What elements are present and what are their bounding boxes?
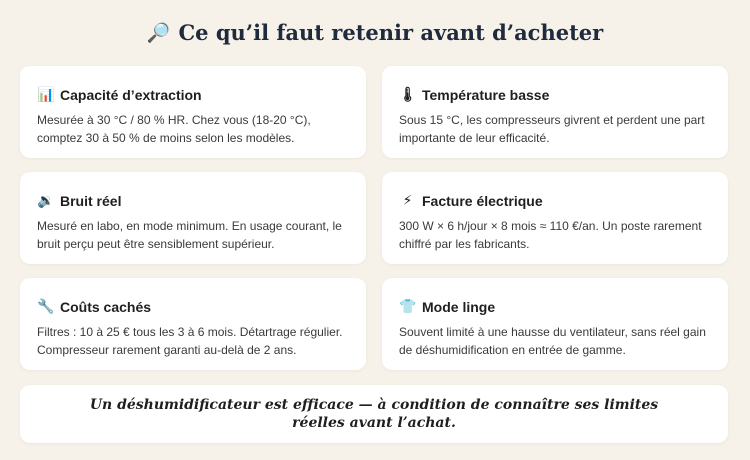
card-title: Bruit réel <box>60 192 122 209</box>
page-title-text: Ce qu’il faut retenir avant d’acheter <box>178 20 604 45</box>
card-title: Coûts cachés <box>60 298 152 315</box>
card-header <box>37 298 350 315</box>
magnifier-icon: 🔎 <box>146 22 171 44</box>
card-laundry-mode <box>382 278 728 370</box>
card-low-temperature <box>382 66 728 158</box>
card-text: Mesurée à 30 °C / 80 % HR. Chez vous (18-20 °C), comptez 30 à 50 % de moins selon les modèles. <box>37 113 311 145</box>
card-header <box>399 86 712 103</box>
card-text: Filtres : 10 à 25 € tous les 3 à 6 mois. Détartrage régulier. Compresseur rarement garanti au-delà de 2 ans. <box>37 325 343 357</box>
card-header <box>399 298 712 315</box>
speaker-icon: 🔉 <box>37 192 55 208</box>
conclusion-box <box>20 385 728 443</box>
info-card-grid <box>20 66 728 370</box>
card-hidden-costs <box>20 278 366 370</box>
card-text: 300 W × 6 h/jour × 8 mois ≈ 110 €/an. Un poste rarement chiffré par les fabricants. <box>399 219 702 251</box>
card-title: Mode linge <box>422 298 496 315</box>
card-title: Capacité d’extraction <box>60 86 202 103</box>
card-electric-bill <box>382 172 728 264</box>
card-header <box>399 192 712 209</box>
wrench-icon: 🔧 <box>37 298 55 314</box>
card-extraction-capacity <box>20 66 366 158</box>
card-header <box>37 86 350 103</box>
card-real-noise <box>20 172 366 264</box>
card-title: Facture électrique <box>422 192 543 209</box>
lightning-icon: ⚡ <box>402 192 413 208</box>
card-text: Sous 15 °C, les compresseurs givrent et perdent une part importante de leur efficacité. <box>399 113 705 145</box>
card-text: Mesuré en labo, en mode minimum. En usage courant, le bruit perçu peut être sensiblement supérieur. <box>37 219 342 251</box>
card-title: Température basse <box>422 86 550 103</box>
card-header <box>37 192 350 209</box>
page-title <box>0 20 750 45</box>
thermometer-icon: 🌡 <box>399 86 417 102</box>
conclusion-text: Un déshumidificateur est efficace — à condition de connaître ses limites réelles avant l’achat. <box>89 397 659 431</box>
shirt-icon: 👕 <box>399 298 417 314</box>
bar-chart-icon: 📊 <box>37 86 55 102</box>
card-text: Souvent limité à une hausse du ventilateur, sans réel gain de déshumidification en entrée de gamme. <box>399 325 706 357</box>
